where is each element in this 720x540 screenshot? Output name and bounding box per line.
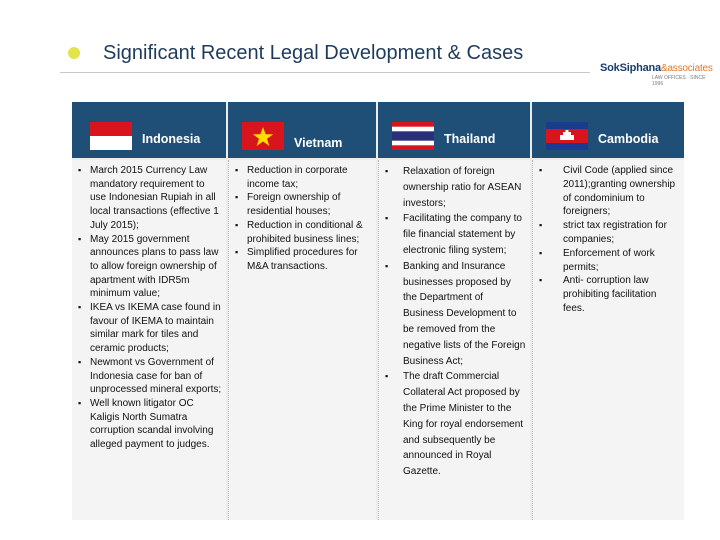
column-header-thailand	[378, 102, 530, 158]
list-item: ▪ Banking and Insurance businesses proposed by the Department of Business Development to be removed from the negative lists of the Foreign Business Act;	[385, 259, 526, 370]
list-item: ▪ Reduction in conditional & prohibited business lines;	[235, 219, 372, 246]
list-item: ▪ Relaxation of foreign ownership ratio for ASEAN investors;	[385, 164, 526, 211]
logo-tagline: LAW OFFICES · SINCE 1996	[652, 75, 706, 87]
thailand-flag-icon	[392, 122, 434, 150]
column-vietnam	[228, 102, 376, 520]
company-logo	[600, 62, 713, 87]
list-item: ▪ Facilitating the company to file financial statement by electronic filing system;	[385, 211, 526, 258]
list-item: ▪ Civil Code (applied since 2011);granting ownership of condominium to foreigners;	[539, 164, 680, 219]
column-header-indonesia	[72, 102, 226, 158]
column-header-vietnam	[228, 102, 376, 158]
slide-title: Significant Recent Legal Development & Cases	[103, 42, 524, 64]
list-item: ▪ Simplified procedures for M&A transactions.	[235, 246, 372, 273]
list-item: ▪ March 2015 Currency Law mandatory requirement to use Indonesian Rupiah in all local transactions (effective 1 July 2015);	[78, 164, 222, 233]
cambodia-flag-icon	[546, 122, 588, 150]
title-bullet	[68, 47, 80, 59]
column-body-thailand	[378, 160, 530, 520]
column-header-label: Thailand	[444, 132, 496, 146]
list-item: ▪ Enforcement of work permits;	[539, 247, 680, 275]
country-comparison-table	[72, 102, 684, 520]
logo-name-amp: &associates	[660, 63, 713, 74]
list-item: ▪ May 2015 government announces plans to pass law to allow foreign ownership of apartment with IDR5m minimum value;	[78, 233, 222, 302]
column-header-label: Indonesia	[142, 132, 201, 146]
vietnam-flag-icon	[242, 122, 284, 150]
column-indonesia	[72, 102, 226, 520]
list-item: ▪ Anti- corruption law prohibiting facilitation fees.	[539, 274, 680, 315]
logo-wordmark	[600, 62, 713, 74]
column-header-cambodia	[532, 102, 684, 158]
column-header-label: Cambodia	[598, 132, 659, 146]
column-body-cambodia	[532, 160, 684, 520]
column-cambodia	[532, 102, 684, 520]
logo-name-main: SokSiphana	[600, 62, 661, 74]
list-item: ▪ Newmont vs Government of Indonesia case for ban of unprocessed mineral exports;	[78, 356, 222, 397]
list-item: ▪ Well known litigator OC Kaligis North Sumatra corruption scandal involving alleged payment to judges.	[78, 397, 222, 452]
list-item: ▪ Reduction in corporate income tax;	[235, 164, 372, 191]
list-item: ▪ strict tax registration for companies;	[539, 219, 680, 247]
column-header-label: Vietnam	[294, 136, 343, 150]
column-thailand	[378, 102, 530, 520]
title-divider	[60, 72, 590, 73]
list-item: ▪ IKEA vs IKEMA case found in favour of IKEMA to maintain similar mark for tiles and ceramic products;	[78, 301, 222, 356]
column-body-indonesia	[72, 160, 226, 520]
column-body-vietnam	[228, 160, 376, 520]
list-item: ▪ The draft Commercial Collateral Act proposed by the Prime Minister to the King for royal endorsement and subsequently be announced in Royal Gazette.	[385, 369, 526, 480]
indonesia-flag-icon	[90, 122, 132, 150]
list-item: ▪ Foreign ownership of residential houses;	[235, 191, 372, 218]
